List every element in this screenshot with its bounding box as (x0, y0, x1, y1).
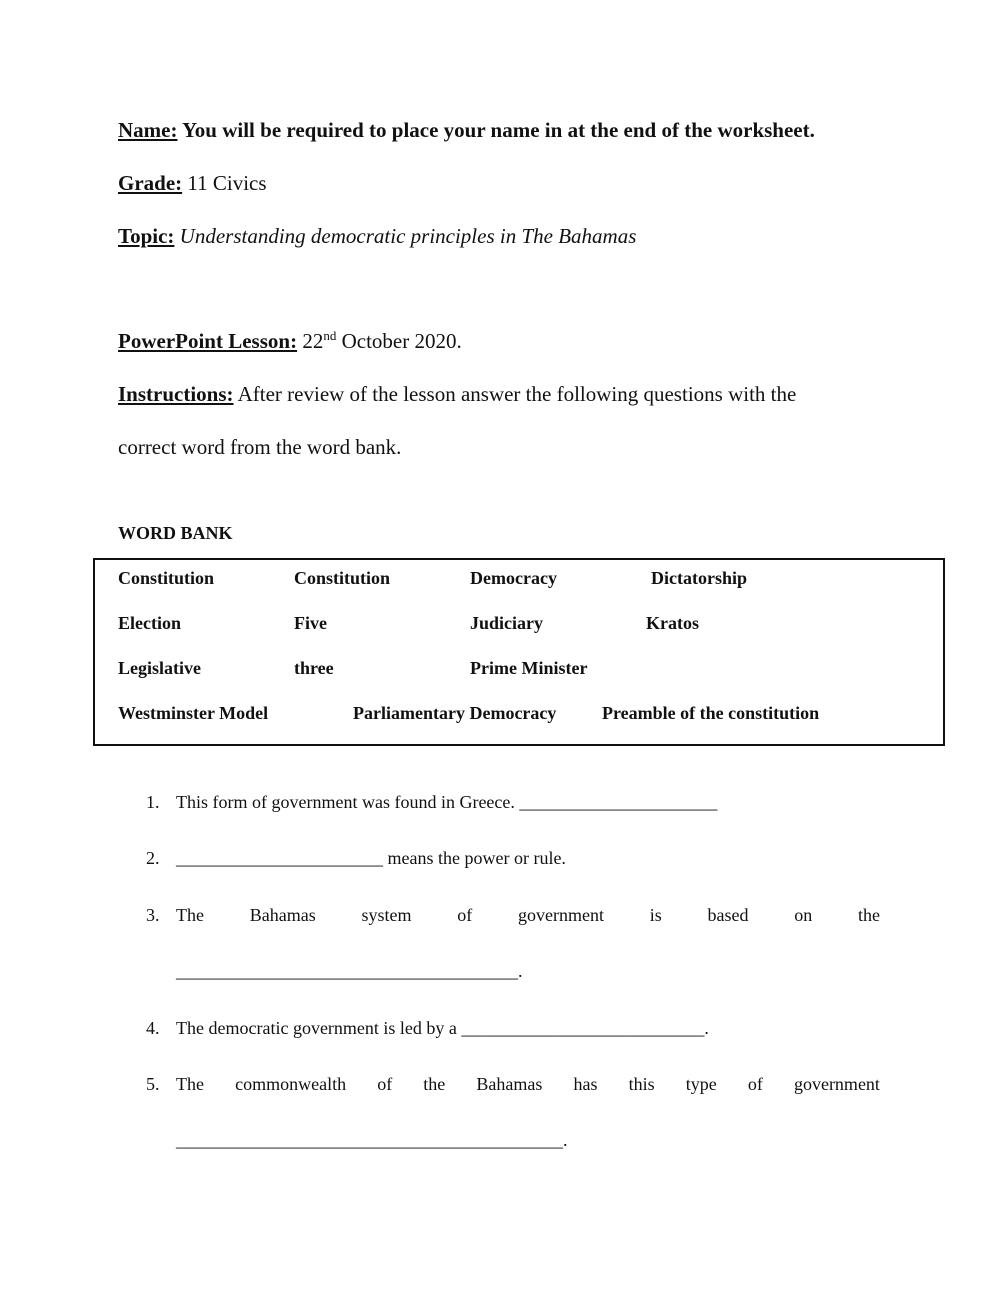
question-word: of (747, 1074, 763, 1094)
word-bank-item: Constitution (294, 568, 391, 588)
question-text: The democratic government is led by a ___________________________. (176, 1018, 709, 1038)
instructions-text-1: After review of the lesson answer the following questions with the (233, 382, 797, 406)
question-2 (146, 848, 566, 869)
word-bank-item: Westminster Model (118, 703, 269, 723)
question-word: type (685, 1074, 717, 1094)
question-word: system (361, 905, 412, 925)
word-bank-item: Kratos (646, 613, 699, 633)
question-word: the (857, 905, 880, 925)
name-line (118, 118, 815, 143)
question-text: _______________________ means the power or rule. (176, 848, 566, 868)
grade-text: 11 Civics (182, 171, 267, 195)
question-5-number: 5. (146, 1074, 160, 1094)
question-word: Bahamas (249, 905, 316, 925)
question-word: commonwealth (235, 1074, 347, 1094)
word-bank-item: Constitution (118, 568, 215, 588)
lesson-suffix: nd (323, 328, 337, 343)
question-5 (176, 1074, 880, 1095)
instructions-text-2: correct word from the word bank. (118, 435, 402, 459)
word-bank-title: WORD BANK (118, 523, 233, 543)
question-3-blank: ______________________________________. (176, 961, 523, 981)
lesson-day: 22 (297, 329, 324, 353)
question-5-blank: ___________________________________________. (176, 1130, 568, 1150)
question-word: has (573, 1074, 598, 1094)
word-bank-item: Judiciary (470, 613, 544, 633)
topic-text: Understanding democratic principles in The Bahamas (174, 224, 637, 248)
grade-label: Grade: (118, 171, 183, 195)
lesson-rest: October 2020. (336, 329, 462, 353)
question-word: of (457, 905, 473, 925)
question-word: on (794, 905, 813, 925)
question-number: 1. (146, 792, 160, 812)
word-bank-item: Democracy (470, 568, 557, 588)
word-bank-item: Prime Minister (470, 658, 588, 678)
question-word: based (707, 905, 749, 925)
instructions-label: Instructions: (118, 382, 234, 406)
question-text: This form of government was found in Greece. ______________________ (176, 792, 718, 812)
question-word: the (423, 1074, 446, 1094)
question-word: is (649, 905, 662, 925)
question-word: Bahamas (476, 1074, 543, 1094)
question-word: government (793, 1074, 880, 1094)
topic-line (118, 224, 636, 249)
name-label: Name: (118, 118, 178, 142)
word-bank-item: Five (294, 613, 327, 633)
question-word: government (517, 905, 604, 925)
lesson-line (118, 328, 462, 354)
question-word: of (377, 1074, 393, 1094)
question-1 (146, 792, 717, 813)
word-bank-item: Parliamentary Democracy (353, 703, 557, 723)
question-4 (146, 1018, 709, 1039)
word-bank-item: Election (118, 613, 181, 633)
name-text: You will be required to place your name in at the end of the worksheet. (177, 118, 815, 142)
word-bank-item: Preamble of the constitution (602, 703, 820, 723)
question-number: 2. (146, 848, 160, 868)
question-word: this (628, 1074, 655, 1094)
instructions-line-2 (118, 435, 401, 460)
word-bank-item: Dictatorship (651, 568, 747, 588)
instructions-line (118, 382, 796, 407)
word-bank-item: Legislative (118, 658, 201, 678)
grade-line (118, 171, 267, 196)
topic-label: Topic: (118, 224, 175, 248)
question-word: The (176, 905, 204, 925)
word-bank-item: three (294, 658, 334, 678)
question-word: The (176, 1074, 204, 1094)
question-3-number: 3. (146, 905, 160, 925)
lesson-label: PowerPoint Lesson: (118, 329, 298, 353)
question-3 (176, 905, 880, 926)
question-number: 4. (146, 1018, 160, 1038)
